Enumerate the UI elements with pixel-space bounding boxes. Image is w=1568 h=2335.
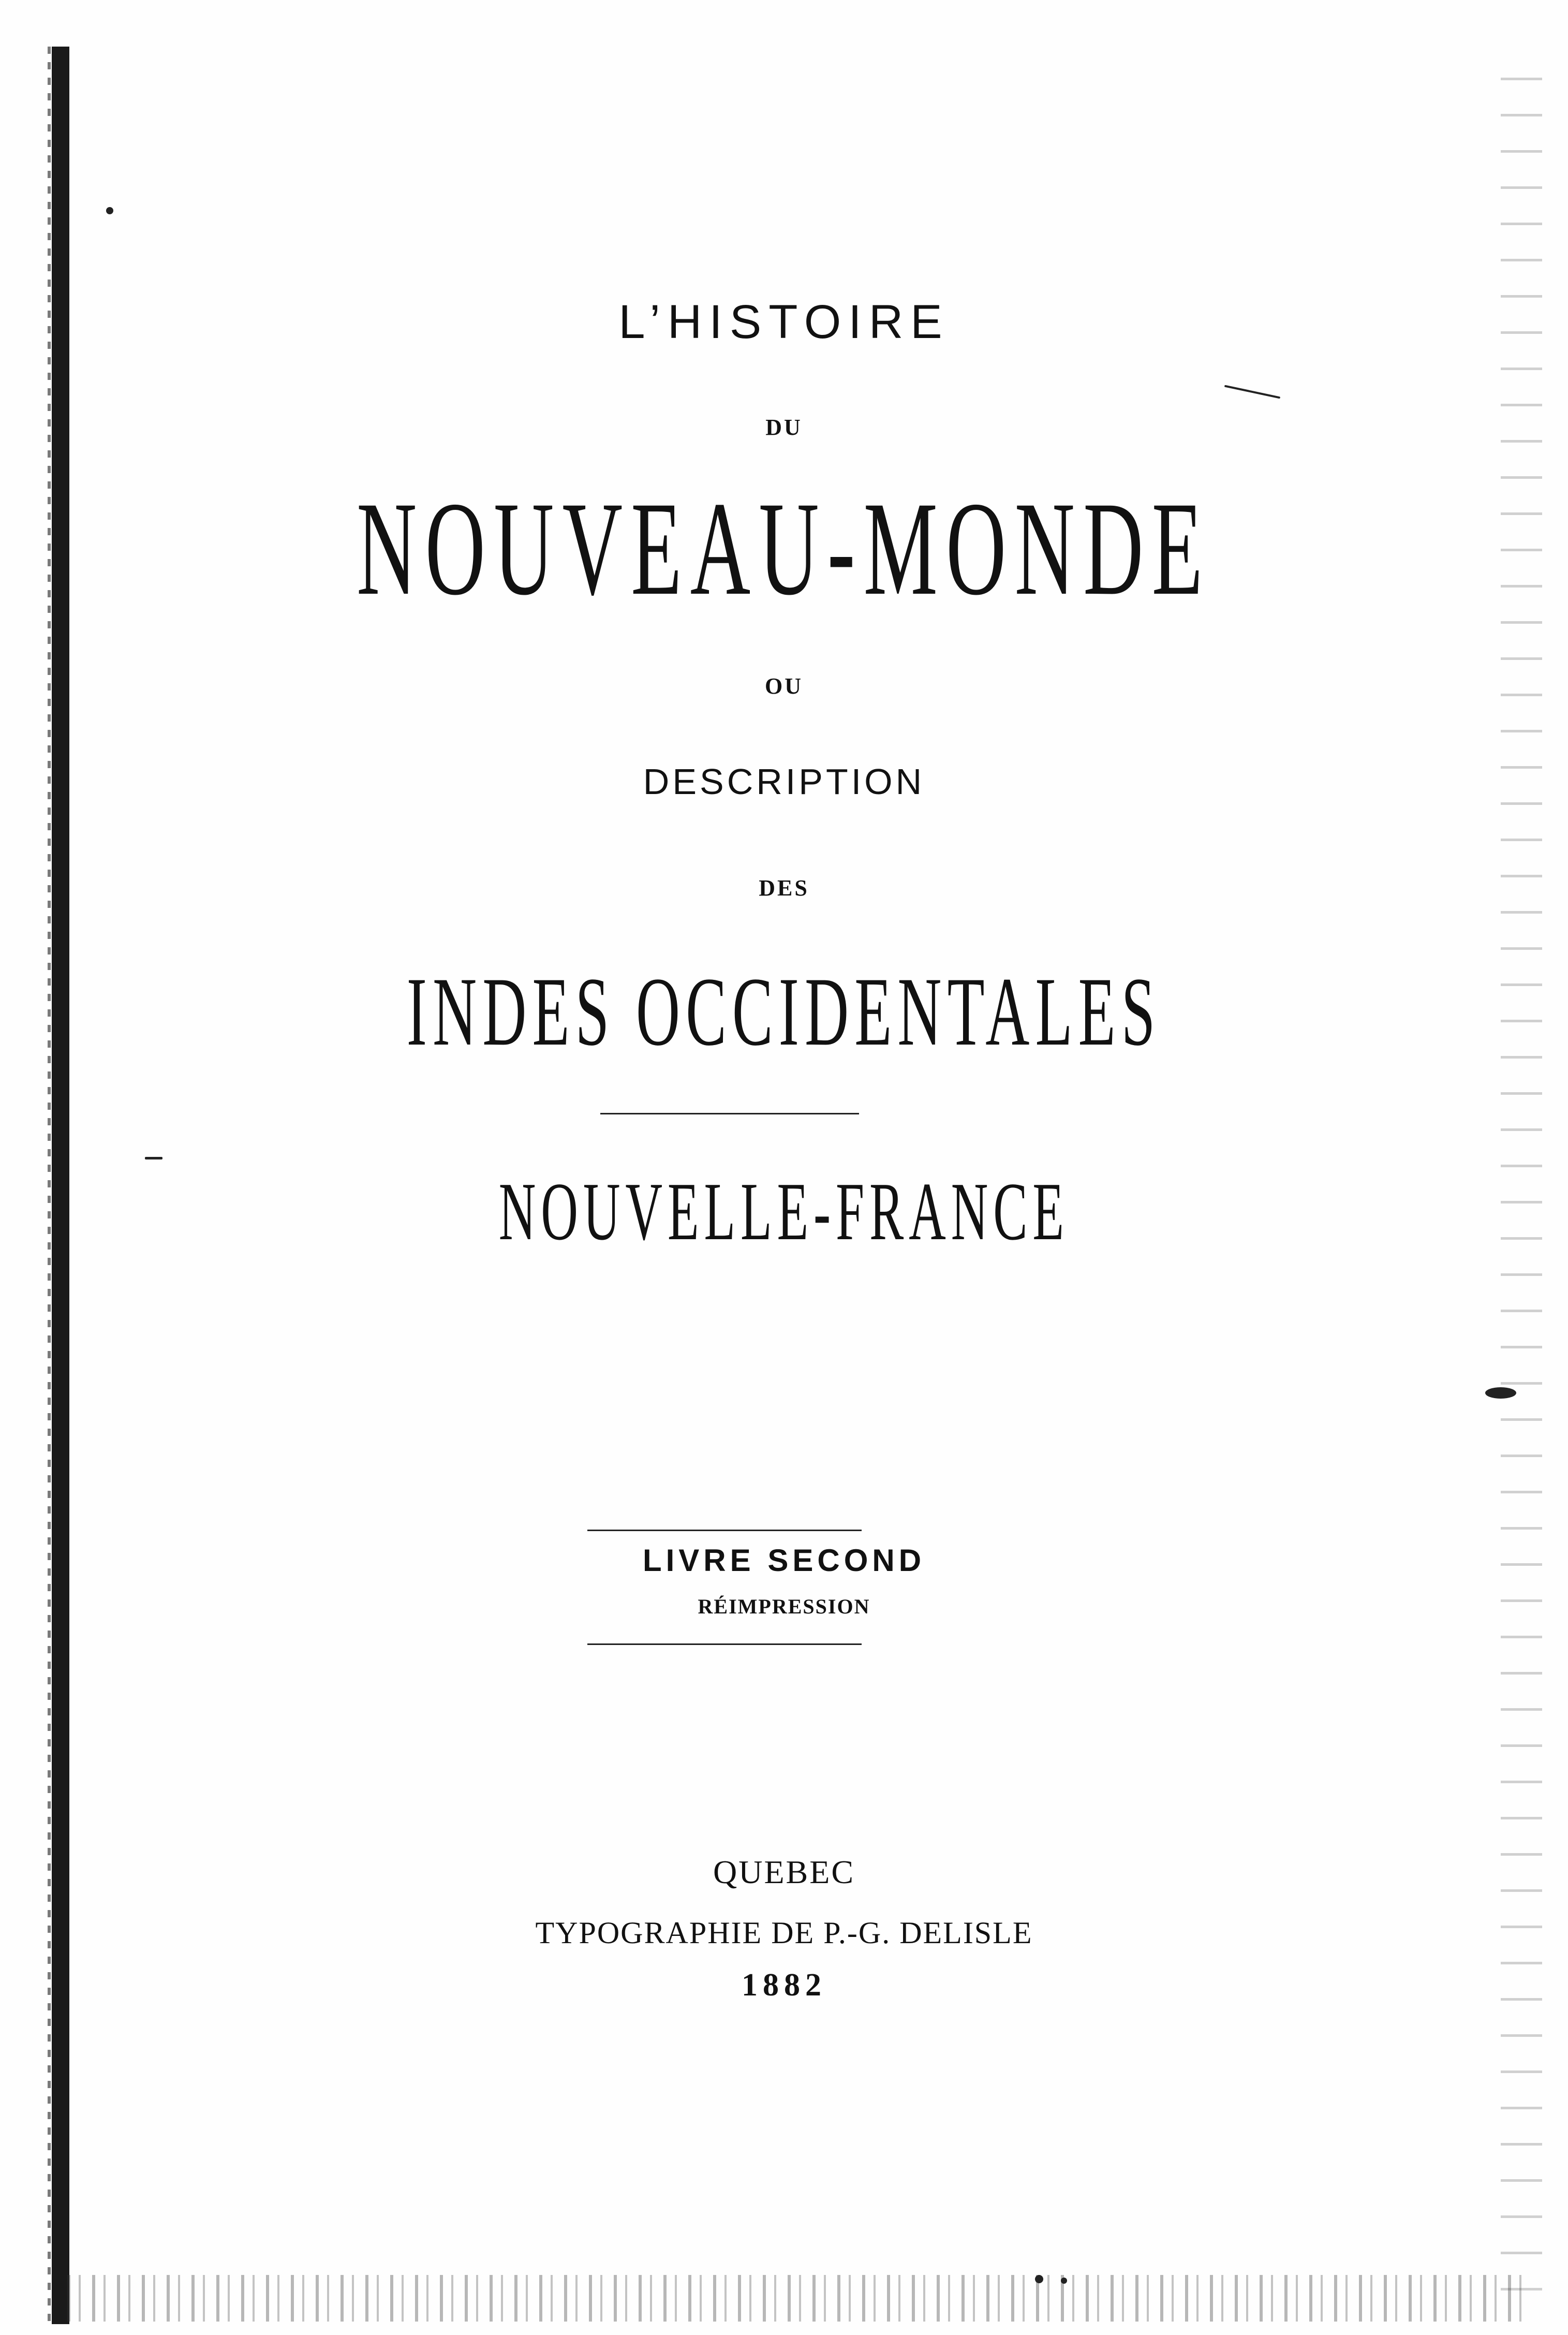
ink-stroke	[145, 1157, 162, 1159]
title-line-description: DESCRIPTION	[643, 761, 925, 802]
ink-speck	[1485, 1387, 1516, 1399]
imprint-year: 1882	[742, 1967, 826, 2003]
nouvelle-france-text: NOUVELLE-FRANCE	[498, 1165, 1070, 1257]
volume-top-rule	[587, 1530, 862, 1531]
volume-bottom-rule	[587, 1643, 862, 1645]
title-line-des: DES	[759, 875, 809, 901]
edition-label: RÉIMPRESSION	[698, 1595, 870, 1618]
title-line-ou: OU	[765, 673, 803, 699]
divider-rule	[600, 1113, 859, 1114]
volume-label: LIVRE SECOND	[642, 1543, 926, 1578]
ink-speck	[1061, 2278, 1067, 2284]
ink-speck	[1035, 2275, 1043, 2283]
title-line-indes-occidentales	[0, 958, 1568, 1066]
title-line-histoire: L’HISTOIRE	[618, 296, 950, 348]
ink-stroke	[1224, 385, 1280, 399]
indes-occidentales-text: INDES OCCIDENTALES	[407, 958, 1161, 1066]
title-line-du: DU	[765, 415, 803, 440]
imprint-printer: TYPOGRAPHIE DE P.-G. DELISLE	[535, 1916, 1033, 1950]
main-title-text: NOUVEAU-MONDE	[357, 474, 1211, 623]
title-line-nouvelle-france	[0, 1165, 1568, 1257]
main-title-nouveau-monde	[0, 474, 1568, 623]
scan-noise-bottom	[67, 2275, 1527, 2322]
imprint-city: QUEBEC	[713, 1854, 855, 1890]
ink-speck	[106, 207, 113, 214]
